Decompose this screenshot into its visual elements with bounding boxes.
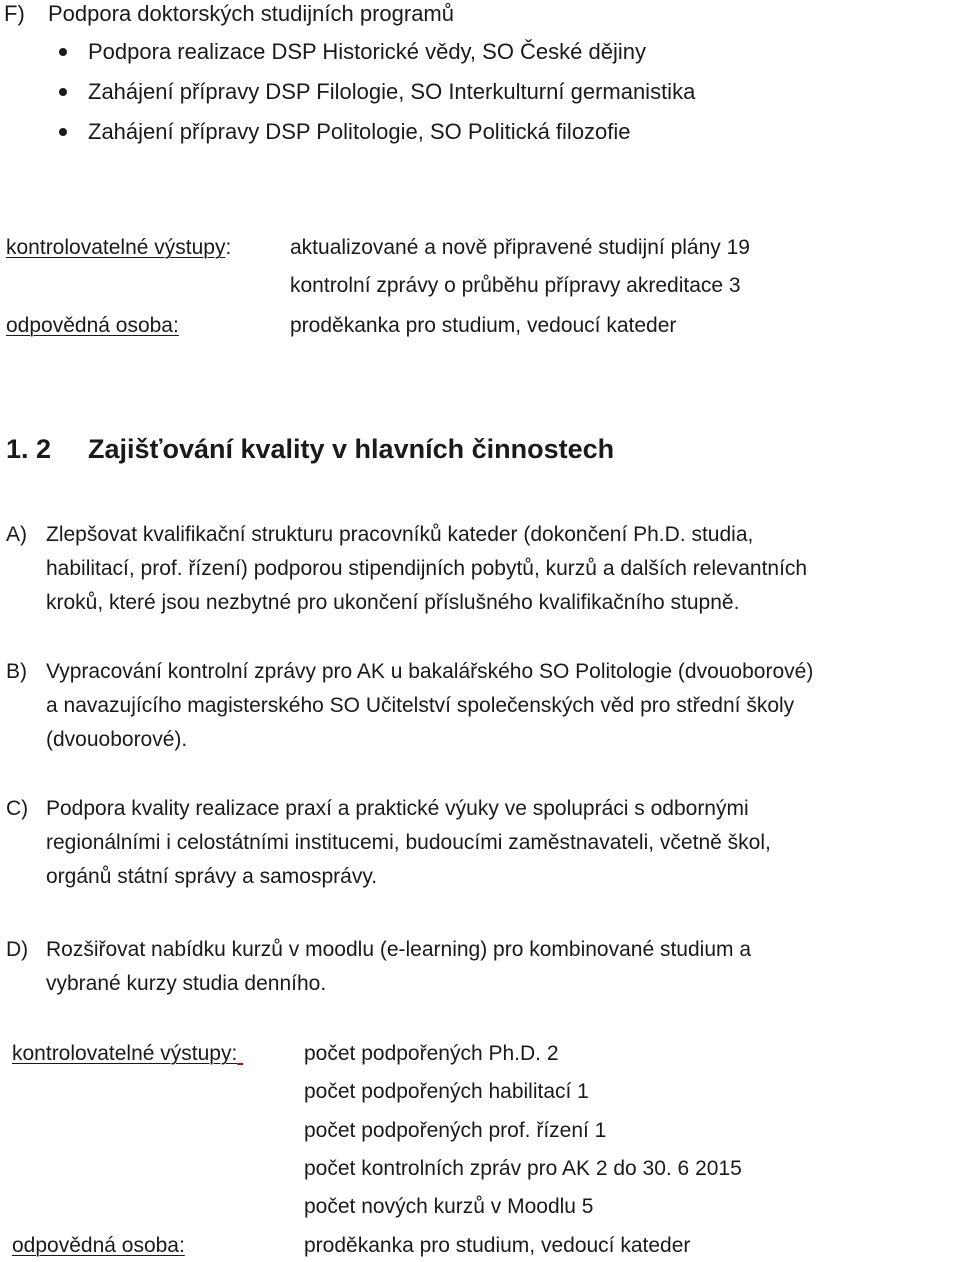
text-line: regionálními i celostátními institucemi, budoucími zaměstnavateli, včetně škol, — [46, 831, 771, 854]
list-item-text — [46, 933, 751, 1001]
bullet-item: Podpora realizace DSP Historické vědy, SO České dějiny — [88, 39, 646, 64]
outputs-label-text: kontrolovatelné výstupy: — [12, 1042, 238, 1065]
list-item-text — [46, 792, 771, 894]
text-line: orgánů státní správy a samosprávy. — [46, 865, 378, 888]
responsible-value: proděkanka pro studium, vedoucí kateder — [290, 314, 677, 337]
outputs-label — [6, 236, 231, 260]
output-item: aktualizované a nově připravené studijní plány 19 — [290, 236, 750, 259]
list-item-text — [46, 518, 807, 620]
list-item-label: A) — [6, 523, 27, 546]
text-line: a navazujícího magisterského SO Učitelství společenských věd pro střední školy — [46, 694, 795, 717]
text-line: habilitací, prof. řízení) podporou stipendijních pobytů, kurzů a dalších relevantních — [46, 557, 808, 580]
outputs-label-space — [237, 1042, 243, 1065]
output-item: kontrolní zprávy o průběhu přípravy akreditace 3 — [290, 274, 741, 297]
list-item-label: B) — [6, 660, 27, 683]
section-title: Zajišťování kvality v hlavních činnostech — [88, 434, 615, 464]
bullet-icon — [59, 48, 67, 56]
output-item: počet podpořených Ph.D. 2 — [304, 1042, 559, 1065]
text-line: Podpora kvality realizace praxí a praktické výuky ve spolupráci s odbornými — [46, 797, 749, 820]
outputs-label-colon: : — [225, 236, 232, 259]
text-line: vybrané kurzy studia denního. — [46, 972, 327, 995]
list-item — [6, 518, 956, 620]
text-line: Rozšiřovat nabídku kurzů v moodlu (e-learning) pro kombinované studium a — [46, 938, 752, 961]
list-item — [6, 933, 956, 1001]
section-f-title: Podpora doktorských studijních programů — [48, 1, 454, 26]
bullet-icon — [59, 128, 67, 136]
bullet-item: Zahájení přípravy DSP Politologie, SO Politická filozofie — [88, 119, 631, 144]
output-item: počet podpořených habilitací 1 — [304, 1080, 589, 1103]
output-item: počet nových kurzů v Moodlu 5 — [304, 1195, 594, 1218]
section-number: 1. 2 — [6, 434, 52, 464]
list-item-label: D) — [6, 938, 29, 961]
section-f-label: F) — [4, 1, 25, 26]
bullet-item: Zahájení přípravy DSP Filologie, SO Interkulturní germanistika — [88, 79, 696, 104]
list-item — [6, 792, 956, 894]
output-item: počet podpořených prof. řízení 1 — [304, 1119, 607, 1142]
list-item-label: C) — [6, 797, 29, 820]
text-line: kroků, které jsou nezbytné pro ukončení příslušného kvalifikačního stupně. — [46, 591, 740, 614]
list-item — [6, 655, 956, 757]
responsible-label: odpovědná osoba: — [6, 314, 179, 337]
outputs-label — [12, 1042, 243, 1066]
outputs-label-text: kontrolovatelné výstupy — [6, 236, 226, 259]
bullet-icon — [59, 88, 67, 96]
responsible-label: odpovědná osoba: — [12, 1234, 185, 1257]
list-item-text — [46, 655, 813, 757]
text-line: Zlepšovat kvalifikační strukturu pracovníků kateder (dokončení Ph.D. studia, — [46, 523, 754, 546]
responsible-value: proděkanka pro studium, vedoucí kateder — [304, 1234, 691, 1257]
text-line: Vypracování kontrolní zprávy pro AK u bakalářského SO Politologie (dvouoborové) — [46, 660, 814, 683]
output-item: počet kontrolních zpráv pro AK 2 do 30. 6 2015 — [304, 1157, 742, 1180]
text-line: (dvouoborové). — [46, 728, 188, 751]
